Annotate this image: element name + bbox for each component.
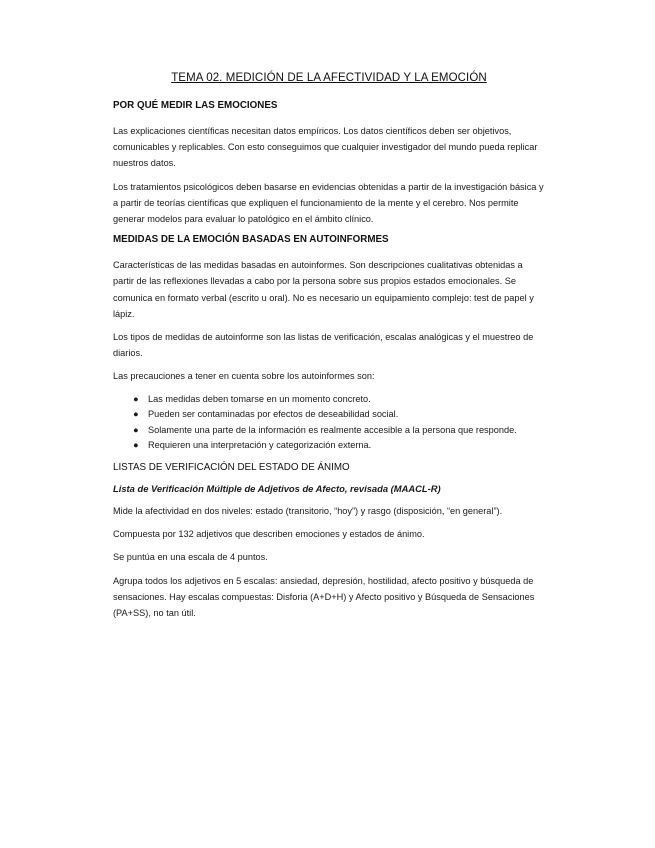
list-item [133, 392, 545, 408]
list-item-text: Requieren una interpretación y categorización externa. [148, 440, 372, 451]
paragraph: Agrupa todos los adjetivos en 5 escalas: ansiedad, depresión, hostilidad, afecto positivo y búsqueda de sensaciones. Hay escalas compuestas: Disforia (A+D+H) y Afecto positivo y Búsqueda de Sensaciones (PA+SS), no tan útil. [113, 575, 535, 619]
paragraph: Los tipos de medidas de autoinforme son las listas de verificación, escalas analógicas y el muestreo de diarios. [113, 332, 534, 359]
paragraph: Las explicaciones científicas necesitan datos empíricos. Los datos científicos deben ser objetivos, comunicables y replicables. Con esto conseguimos que cualquier investigador del mundo pueda replicar nuestros datos. [113, 126, 538, 169]
paragraph: Compuesta por 132 adjetivos que describen emociones y estados de ánimo. [113, 529, 425, 540]
bullet-icon: ● [133, 393, 139, 404]
section-heading: LISTAS DE VERIFICACIÓN DEL ESTADO DE ÁNIMO [113, 462, 350, 474]
list-item-text: Pueden ser contaminadas por efectos de deseabilidad social. [148, 409, 399, 420]
section-listas-verificacion [113, 462, 545, 621]
paragraph: Mide la afectividad en dos niveles: estado (transitorio, “hoy”) y rasgo (disposición, “en general”). [113, 506, 503, 517]
list-item [133, 438, 545, 454]
bullet-icon: ● [133, 424, 139, 435]
section-subtitle: Lista de Verificación Múltiple de Adjetivos de Afecto, revisada (MAACL-R) [113, 483, 441, 495]
list-item-text: Solamente una parte de la información es realmente accesible a la persona que responde. [148, 424, 517, 435]
list-item [133, 407, 545, 423]
bullet-icon: ● [133, 409, 139, 420]
section-medidas-autoinformes [113, 234, 545, 454]
list-item-text: Las medidas deben tomarse en un momento concreto. [148, 393, 371, 404]
section-heading: POR QUÉ MEDIR LAS EMOCIONES [113, 100, 278, 111]
section-heading: MEDIDAS DE LA EMOCIÓN BASADAS EN AUTOINFORMES [113, 234, 389, 246]
bullet-icon: ● [133, 440, 139, 451]
paragraph: Características de las medidas basadas en autoinformes. Son descripciones cualitativas obtenidas a partir de las reflexiones llevadas a cabo por la persona sobre sus propios estados emocionales. Se comunica en formato verbal (escrito u oral). No es necesario un equipamiento complejo: test de papel y lápiz. [113, 260, 534, 319]
list-item [133, 423, 545, 439]
paragraph: Las precauciones a tener en cuenta sobre los autoinformes son: [113, 371, 375, 382]
paragraph: Se puntúa en una escala de 4 puntos. [113, 552, 268, 563]
bullet-list [113, 392, 545, 454]
paragraph: Los tratamientos psicológicos deben basarse en evidencias obtenidas a partir de la investigación básica y a partir de teorías científicas que expliquen el funcionamiento de la mente y el cerebro. Nos permite generar modelos para evaluar lo patológico en el ámbito clínico. [113, 181, 544, 225]
document-title: TEMA 02. MEDICIÓN DE LA AFECTIVIDAD Y LA EMOCIÓN [171, 72, 487, 84]
section-por-que-medir [113, 100, 545, 227]
